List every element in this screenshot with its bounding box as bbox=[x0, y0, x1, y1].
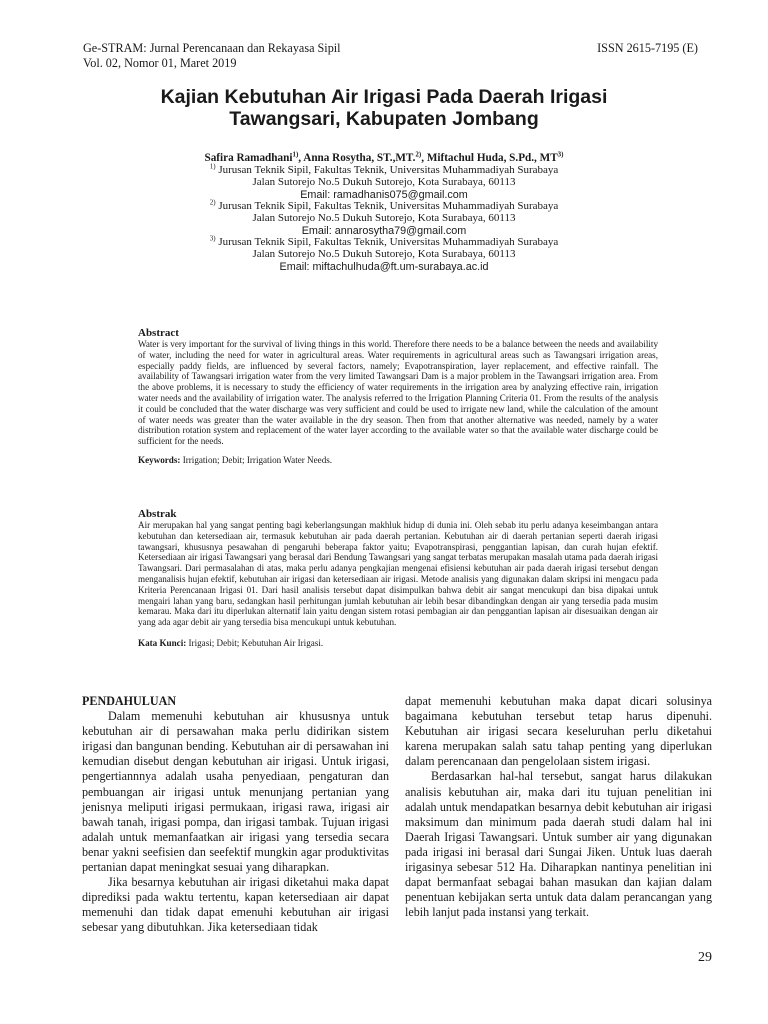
title-line-2: Tawangsari, Kabupaten Jombang bbox=[229, 108, 539, 130]
running-header-left bbox=[83, 41, 341, 71]
affiliation-address: Jalan Sutorejo No.5 Dukuh Sutorejo, Kota Surabaya, 60113 bbox=[252, 175, 516, 188]
keywords-line bbox=[138, 455, 658, 466]
affiliation-2 bbox=[0, 198, 768, 237]
author-block bbox=[0, 152, 768, 273]
affiliation-address: Jalan Sutorejo No.5 Dukuh Sutorejo, Kota Surabaya, 60113 bbox=[252, 211, 516, 224]
affiliation-mark: 1) bbox=[209, 162, 216, 171]
affiliation-mark: 2) bbox=[209, 198, 216, 207]
author-3-mark: 3) bbox=[557, 150, 564, 159]
author-email: Email: miftachulhuda@ft.um-surabaya.ac.id bbox=[279, 260, 489, 273]
issn: ISSN 2615-7195 (E) bbox=[597, 41, 698, 55]
author-3: , Miftachul Huda, S.Pd., MT bbox=[421, 152, 558, 164]
author-email: Email: annarosytha79@gmail.com bbox=[301, 224, 467, 237]
body-paragraph: Jika besarnya kebutuhan air irigasi diketahui maka dapat diprediksi pada waktu tertentu, kapan ketersediaan air dapat memenuhi dan tidak dapat emenuhi kebutuhan air irigasi sebesar yang dibutuhkan. Jika ketersediaan tidak bbox=[82, 875, 389, 935]
affiliation-3 bbox=[0, 234, 768, 273]
body-paragraph: dapat memenuhi kebutuhan maka dapat dicari solusinya bagaimana kebutuhan tersebut tetap harus dipenuhi. Kebutuhan air irigasi secara keseluruhan perlu diketahui karena merupakan salah satu tahap penting yang diperlukan dalam perencanaan dan pengelolaan sistem irigasi. bbox=[405, 694, 712, 769]
author-2: , Anna Rosytha, ST.,MT. bbox=[298, 152, 416, 164]
author-1: Safira Ramadhani bbox=[204, 152, 293, 164]
keywords-label: Keywords: bbox=[138, 454, 181, 465]
abstract-indonesian bbox=[138, 508, 658, 649]
kata-kunci-label: Kata Kunci: bbox=[138, 637, 187, 648]
section-heading: PENDAHULUAN bbox=[82, 694, 177, 708]
keywords-value: Irrigation; Debit; Irrigation Water Needs. bbox=[180, 454, 333, 465]
running-header-right bbox=[597, 41, 698, 56]
affiliation-address: Jalan Sutorejo No.5 Dukuh Sutorejo, Kota Surabaya, 60113 bbox=[252, 247, 516, 260]
paper-title bbox=[0, 86, 768, 130]
affiliation-1 bbox=[0, 162, 768, 201]
body-column-right bbox=[405, 694, 712, 920]
abstract-text: Water is very important for the survival of living things in this world. Therefore there needs to be a balance between the needs and availability of water, including the need for water in agricultural areas. Water requirements in agricultural areas such as Tawangsari irrigation areas, especially paddy fields, are influenced by several factors, namely; Evapotranspiration, layer replacement, and effective rainfall. The availability of Tawangsari irrigation water from the very limited Tawangsari Dam is a major problem in the Tawangsari irrigation area. From the above problems, it is necessary to study the efficiency of water requirements in the irrigation area by analyzing effective rain, irrigation water needs and the availability of irrigation water. The analysis referred to the Irrigation Planning Criteria 01. From the results of the analysis it could be concluded that the water discharge was very sufficient and could be used to irrigate new land, while the calculation of the amount of water needs was greater than the water available in the dry season. Then from that another alternative was needed, namely by a water distribution rotation system and replacement of the water layer according to the available water so that the available water discharge could be sufficient for the needs. bbox=[138, 339, 658, 447]
affiliation-dept: Jurusan Teknik Sipil, Fakultas Teknik, Universitas Muhammadiyah Surabaya bbox=[218, 200, 559, 213]
title-line-1: Kajian Kebutuhan Air Irigasi Pada Daerah Irigasi bbox=[160, 86, 608, 108]
journal-name: Ge-STRAM: Jurnal Perencanaan dan Rekayasa Sipil bbox=[83, 41, 341, 55]
abstract-english bbox=[138, 327, 658, 466]
body-paragraph: Dalam memenuhi kebutuhan air khususnya untuk kebutuhan air di persawahan maka perlu didirikan sistem irigasi dan bangunan bending. Kebutuhan air di persawahan ini kemudian disebut dengan kebutuhan air irigasi. Untuk irigasi, pengertiannnya adalah usaha penyediaan, pengaturan dan pembuangan air irigasi untuk menunjang pertanian yang jenisnya meliputi irigasi permukaan, irigasi rawa, irigasi air bawah tanah, irigasi pompa, dan irigasi tambak. Tujuan irigasi adalah untuk memanfaatkan air irigasi yang tersedia secara benar yakni seefisien dan seefektif mungkin agar produktivitas pertanian dapat meningkat sesuai yang diharapkan. bbox=[82, 709, 389, 875]
kata-kunci-line bbox=[138, 638, 658, 649]
body-column-left bbox=[82, 694, 389, 936]
affiliation-dept: Jurusan Teknik Sipil, Fakultas Teknik, Universitas Muhammadiyah Surabaya bbox=[218, 236, 559, 249]
abstrak-text: Air merupakan hal yang sangat penting bagi keberlangsungan makhluk hidup di dunia ini. Oleh sebab itu perlu adanya keseimbangan antara kebutuhan dan ketersediaan air, termasuk kebutuhan air pada daerah pertanian. Kebutuhan air di daerah pertanian seperti daerah irigasi tawangsari, khususnya pesawahan di pengaruhi beberapa faktor yaitu; Evapotranspirasi, penggantian lapisan, dan curah hujan efektif. Ketersediaan air irigasi Tawangsari yang berasal dari Bendung Tawangsari yang sangat terbatas merupakan masalah utama pada daerah irigasi Tawangsari. Dari permasalahan di atas, maka perlu adanya pengkajian mengenai efisiensi kebutuhan air pada daerah irigasi tersebut dengan menganalisis hujan efektif, kebutuhan air irigasi dan ketersediaan air irigasi. Metode analisis yang digunakan dalam skripsi ini mengacu pada Kriteria Perencanaan Irigasi 01. Dari hasil analisis tersebut dapat disimpulkan bahwa debit air sangat mencukupi dan bisa dipakai untuk mengairi lahan yang baru, sedangkan hasil perhitungan jumlah kebutuhan air lebih besar dibandingkan dengan air yang tersedia pada musim kemarau. Maka dari itu diperlukan alternatif lain yaitu dengan sistem rotasi pembagian air dan penggantian lapisan air disesuaikan dengan air yang ada agar debit air yang tersedia bisa mencukupi untuk kebutuhan. bbox=[138, 520, 658, 628]
abstrak-heading: Abstrak bbox=[138, 508, 177, 520]
journal-issue: Vol. 02, Nomor 01, Maret 2019 bbox=[83, 56, 237, 70]
affiliation-dept: Jurusan Teknik Sipil, Fakultas Teknik, Universitas Muhammadiyah Surabaya bbox=[218, 164, 559, 176]
author-1-mark: 1) bbox=[292, 150, 299, 159]
author-2-mark: 2) bbox=[415, 150, 422, 159]
author-email: Email: ramadhanis075@gmail.com bbox=[300, 188, 468, 201]
abstract-heading: Abstract bbox=[138, 327, 179, 339]
affiliation-mark: 3) bbox=[209, 234, 216, 243]
body-paragraph: Berdasarkan hal-hal tersebut, sangat harus dilakukan analisis kebutuhan air, maka dari itu tujuan penelitian ini adalah untuk mendapatkan besarnya debit kebutuhan air irigasi maksimum dan minimum pada daerah studi dalam hal ini Daerah Irigasi Tawangsari. Untuk sumber air yang digunakan pada irigasi ini berasal dari Sungai Jiken. Untuk luas daerah irigasinya sebesar 512 Ha. Diharapkan nantinya penelitian ini dapat bermanfaat sebagai bahan masukan dan kajian dalam penentuan kebijakan serta untuk data dalam perancangan yang lebih lanjut pada instansi yang terkait. bbox=[405, 769, 712, 920]
kata-kunci-value: Irigasi; Debit; Kebutuhan Air Irigasi. bbox=[186, 637, 324, 648]
page-number: 29 bbox=[698, 950, 712, 965]
